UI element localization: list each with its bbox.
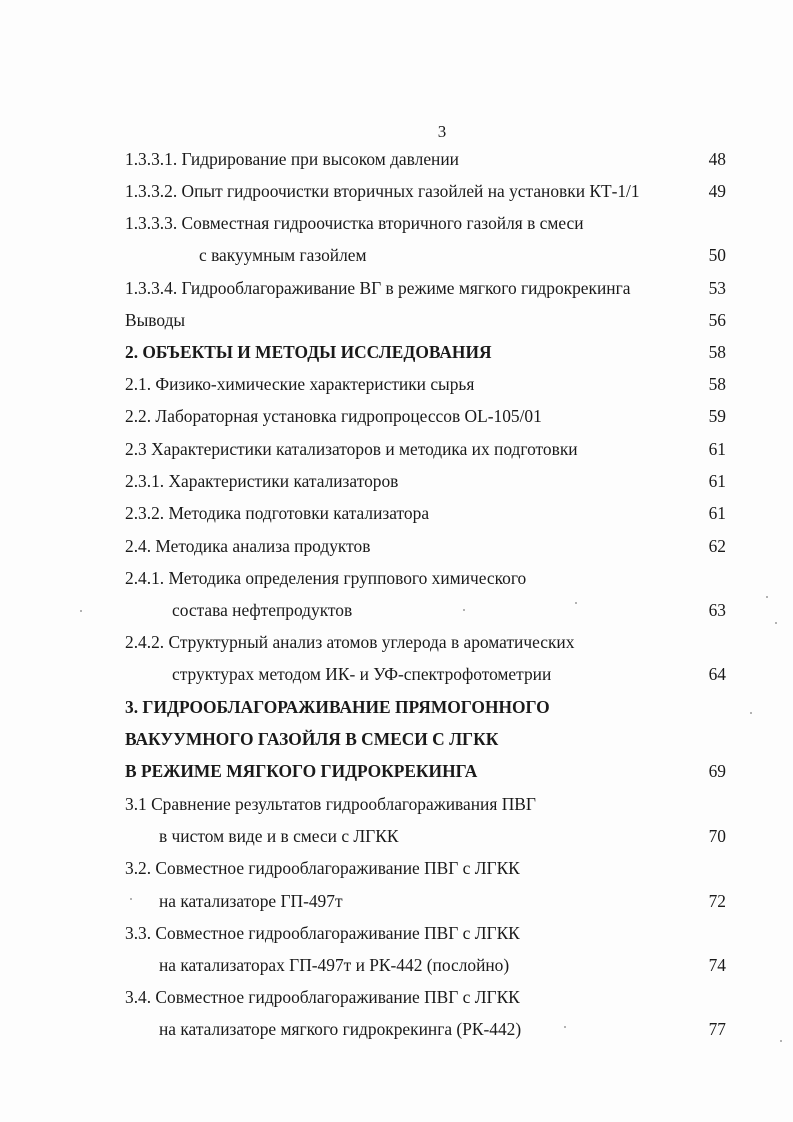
toc-chapter-title: 2. ОБЪЕКТЫ И МЕТОДЫ ИССЛЕДОВАНИЯ [125,342,492,362]
toc-entry-page: 69 [708,761,726,781]
toc-entry-title: 1.3.3.3. Совместная гидроочистка вторичного газойля в смеси [125,213,584,233]
toc-entry-page: 61 [708,471,726,491]
toc-entry-page: 61 [708,439,726,459]
toc-entry-page: 64 [708,664,726,684]
toc-entry-title: 2.4.1. Методика определения группового химического [125,568,527,588]
scan-speck [766,596,768,598]
toc-entry-title: с вакуумным газойлем [199,245,367,265]
toc-entry-title: 2.4. Методика анализа продуктов [125,536,371,556]
toc-entry-title: Выводы [125,310,186,330]
scan-speck [564,1026,566,1028]
page-number: 3 [437,122,447,141]
scan-speck [750,712,752,714]
toc-entry-title: 2.3.2. Методика подготовки катализатора [125,503,430,523]
toc-entry-title: 3.1 Сравнение результатов гидрооблагораживания ПВГ [125,794,536,814]
toc-entry-title: 1.3.3.1. Гидрирование при высоком давлении [125,149,459,169]
toc-chapter-title: В РЕЖИМЕ МЯГКОГО ГИДРОКРЕКИНГА [125,761,478,781]
toc-entry-page: 77 [708,1019,726,1039]
toc-entry-page: 62 [708,536,726,556]
toc-entry-title: 3.2. Совместное гидрооблагораживание ПВГ с ЛГКК [125,858,520,878]
toc-entry-title: на катализаторе мягкого гидрокрекинга (РК-442) [159,1019,522,1039]
toc-entry-title: 3.3. Совместное гидрооблагораживание ПВГ с ЛГКК [125,923,520,943]
toc-entry-title: в чистом виде и в смеси с ЛГКК [159,826,399,846]
scan-speck [575,602,577,604]
toc-entry-page: 58 [708,342,726,362]
toc-entry-page: 70 [708,826,726,846]
toc-entry-title: структурах методом ИК- и УФ-спектрофотометрии [172,664,552,684]
scan-speck [80,610,82,612]
toc-entry-title: на катализаторах ГП-497т и РК-442 (послойно) [159,955,510,975]
toc-entry-title: 2.3.1. Характеристики катализаторов [125,471,399,491]
scan-speck [130,898,132,900]
toc-entry-page: 72 [708,891,726,911]
scan-speck [775,622,777,624]
toc-entry-title: 3.4. Совместное гидрооблагораживание ПВГ с ЛГКК [125,987,520,1007]
scan-speck [463,609,465,611]
toc-entry-page: 56 [708,310,726,330]
toc-entry-page: 49 [708,181,726,201]
toc-entry-page: 63 [708,600,726,620]
toc-entry-title: на катализаторе ГП-497т [159,891,343,911]
toc-entry-page: 61 [708,503,726,523]
toc-entry-title: 2.3 Характеристики катализаторов и методика их подготовки [125,439,578,459]
toc-entry-title: 1.3.3.2. Опыт гидроочистки вторичных газойлей на установки КТ-1/1 [125,181,640,201]
toc-entry-title: 2.1. Физико-химические характеристики сырья [125,374,475,394]
scan-speck [780,1040,782,1042]
toc-entry-title: 2.4.2. Структурный анализ атомов углерода в ароматических [125,632,575,652]
toc-entry-page: 53 [708,278,726,298]
toc-chapter-title: ВАКУУМНОГО ГАЗОЙЛЯ В СМЕСИ С ЛГКК [125,729,499,749]
toc-entry-page: 59 [708,406,726,426]
toc-entry-page: 48 [708,149,726,169]
toc-chapter-title: 3. ГИДРООБЛАГОРАЖИВАНИЕ ПРЯМОГОННОГО [125,697,550,717]
toc-entry-title: 1.3.3.4. Гидрооблагораживание ВГ в режиме мягкого гидрокрекинга [125,278,631,298]
toc-entry-title: 2.2. Лабораторная установка гидропроцессов OL-105/01 [125,406,542,426]
toc-entry-page: 74 [708,955,726,975]
toc-entry-page: 50 [708,245,726,265]
toc-entry-title: состава нефтепродуктов [172,600,353,620]
toc-entry-page: 58 [708,374,726,394]
